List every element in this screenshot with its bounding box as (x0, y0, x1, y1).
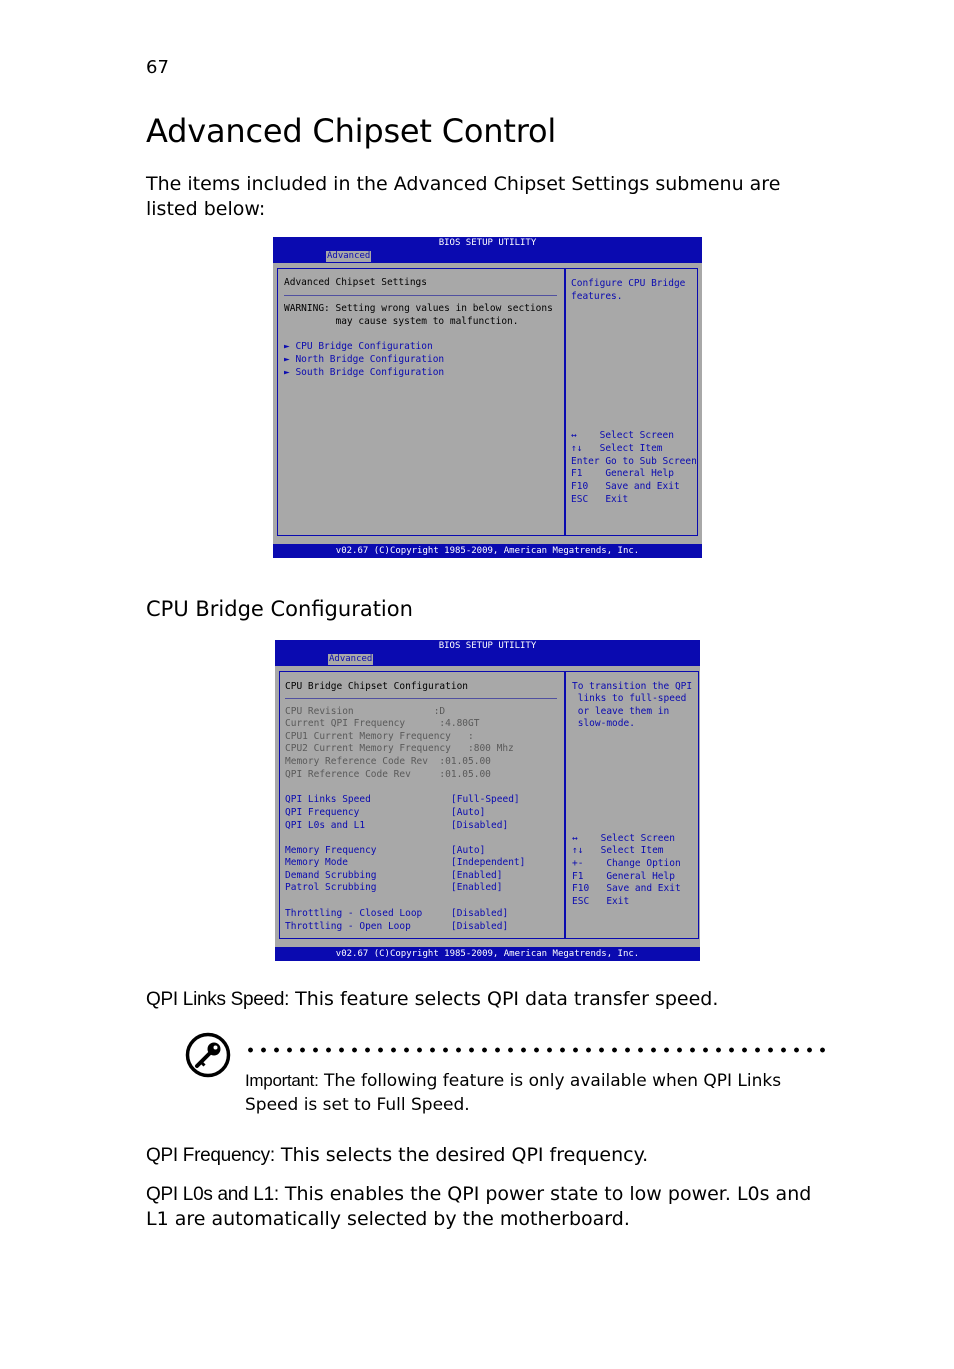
term-description: This selects the desired QPI frequency. (274, 1144, 649, 1166)
value-memory-frequency[interactable]: [Auto] (451, 845, 486, 856)
bios-tabbar (275, 653, 700, 666)
bios-screen-cpu-bridge (275, 640, 700, 961)
term-label: QPI L0s and L1: (146, 1184, 279, 1205)
help-text: To transition the QPI (572, 681, 693, 692)
value-throttling-closed[interactable]: [Disabled] (451, 908, 509, 919)
key-legend: F1 General Help (571, 468, 674, 479)
option-patrol-scrubbing[interactable]: Patrol Scrubbing (285, 882, 377, 893)
term-label: QPI Frequency: (146, 1145, 275, 1166)
key-legend: ↔ Select Screen (572, 833, 675, 844)
warning-line-1: WARNING: Setting wrong values in below sections (284, 303, 553, 314)
menu-north-bridge[interactable]: ► North Bridge Configuration (284, 354, 445, 365)
bios-footer: v02.67 (C)Copyright 1985-2009, American Megatrends, Inc. (275, 947, 700, 961)
bios-divider (564, 671, 566, 939)
warning-line-2: may cause system to malfunction. (284, 316, 519, 327)
bios-tabbar (273, 250, 702, 263)
info-cpu-revision: CPU Revision :D (285, 706, 446, 717)
key-legend: Enter Go to Sub Screen (571, 456, 697, 467)
qpi-l0s-paragraph (146, 1182, 836, 1232)
callout-dotted-rule (244, 1047, 826, 1053)
option-memory-frequency[interactable]: Memory Frequency (285, 845, 377, 856)
key-legend: F10 Save and Exit (571, 481, 680, 492)
page-number: 67 (146, 57, 169, 78)
key-legend: ESC Exit (571, 494, 629, 505)
info-cpu1-memory: CPU1 Current Memory Frequency : (285, 731, 474, 742)
important-text: The following feature is only available when QPI Links Speed is set to Full Speed. (245, 1071, 782, 1115)
qpi-frequency-paragraph (146, 1143, 836, 1168)
key-legend: ↑↓ Select Item (571, 443, 663, 454)
page-title: Advanced Chipset Control (146, 112, 557, 150)
option-qpi-l0s-l1[interactable]: QPI L0s and L1 (285, 820, 366, 831)
bios-screen-advanced-chipset (273, 237, 702, 558)
info-memory-ref-code: Memory Reference Code Rev :01.05.00 (285, 756, 491, 767)
option-qpi-links-speed[interactable]: QPI Links Speed (285, 794, 371, 805)
key-legend: ↔ Select Screen (571, 430, 674, 441)
option-qpi-frequency[interactable]: QPI Frequency (285, 807, 360, 818)
info-qpi-frequency: Current QPI Frequency :4.80GT (285, 718, 480, 729)
bios-title: BIOS SETUP UTILITY (275, 640, 700, 653)
term-label: QPI Links Speed: (146, 989, 290, 1010)
option-demand-scrubbing[interactable]: Demand Scrubbing (285, 870, 377, 881)
bios-footer: v02.67 (C)Copyright 1985-2009, American Megatrends, Inc. (273, 544, 702, 558)
tab-advanced[interactable]: Advanced (327, 251, 371, 261)
help-text: links to full-speed (572, 693, 687, 704)
info-qpi-ref-code: QPI Reference Code Rev :01.05.00 (285, 769, 491, 780)
tab-advanced[interactable]: Advanced (329, 654, 373, 664)
help-text: features. (571, 291, 623, 302)
bios-heading: CPU Bridge Chipset Configuration (285, 681, 469, 692)
important-label: Important: (245, 1071, 319, 1090)
help-text: slow-mode. (572, 718, 635, 729)
important-note (245, 1069, 835, 1117)
intro-paragraph: The items included in the Advanced Chipset Settings submenu are listed below: (146, 173, 781, 220)
info-cpu2-memory: CPU2 Current Memory Frequency :800 Mhz (285, 743, 514, 754)
value-qpi-links-speed[interactable]: [Full-Speed] (451, 794, 520, 805)
help-text: or leave them in (572, 706, 670, 717)
key-legend: ↑↓ Select Item (572, 845, 664, 856)
key-legend: ESC Exit (572, 896, 630, 907)
help-text: Configure CPU Bridge (571, 278, 686, 289)
value-memory-mode[interactable]: [Independent] (451, 857, 526, 868)
qpi-links-speed-paragraph (146, 987, 836, 1012)
menu-south-bridge[interactable]: ► South Bridge Configuration (284, 367, 445, 378)
important-key-icon (185, 1032, 231, 1078)
value-qpi-l0s-l1[interactable]: [Disabled] (451, 820, 509, 831)
key-legend: +- Change Option (572, 858, 681, 869)
value-demand-scrubbing[interactable]: [Enabled] (451, 870, 503, 881)
bios-divider (564, 268, 566, 536)
value-throttling-open[interactable]: [Disabled] (451, 921, 509, 932)
bios-title: BIOS SETUP UTILITY (273, 237, 702, 250)
value-patrol-scrubbing[interactable]: [Enabled] (451, 882, 503, 893)
option-throttling-open[interactable]: Throttling - Open Loop (285, 921, 411, 932)
heading-rule (284, 295, 557, 296)
heading-rule (285, 698, 557, 699)
key-legend: F1 General Help (572, 871, 675, 882)
bios-heading: Advanced Chipset Settings (284, 277, 427, 288)
menu-cpu-bridge[interactable]: ► CPU Bridge Configuration (284, 341, 433, 352)
option-throttling-closed[interactable]: Throttling - Closed Loop (285, 908, 423, 919)
term-description: This feature selects QPI data transfer speed. (289, 988, 719, 1010)
section-title: CPU Bridge Configuration (146, 597, 413, 621)
key-legend: F10 Save and Exit (572, 883, 681, 894)
value-qpi-frequency[interactable]: [Auto] (451, 807, 486, 818)
option-memory-mode[interactable]: Memory Mode (285, 857, 348, 868)
term-description: This enables the QPI power state to low power. L0s and L1 are automatically selected by the motherboard. (146, 1183, 812, 1230)
